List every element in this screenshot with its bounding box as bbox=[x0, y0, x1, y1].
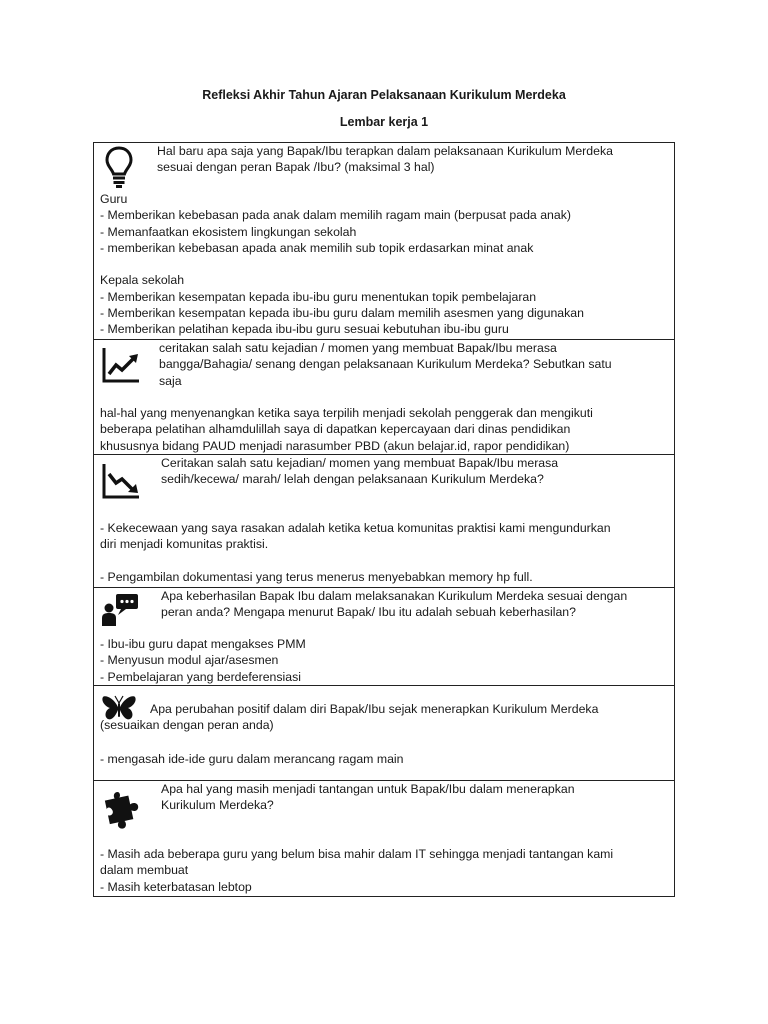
section-new-practices bbox=[94, 143, 674, 340]
lightbulb-icon bbox=[104, 145, 134, 189]
question-text: Apa hal yang masih menjadi tantangan untuk Bapak/Ibu dalam menerapkan Kurikulum Merdeka? bbox=[161, 782, 575, 813]
answer-text: - Ibu-ibu guru dapat mengakses PMM - Menyusun modul ajar/asesmen - Pembelajaran yang berdeferensiasi bbox=[100, 637, 306, 684]
presenter-speech-icon bbox=[101, 593, 141, 627]
section-positive-change bbox=[94, 686, 674, 781]
page-title: Refleksi Akhir Tahun Ajaran Pelaksanaan Kurikulum Merdeka bbox=[202, 88, 566, 102]
answer-text: Guru - Memberikan kebebasan pada anak dalam memilih ragam main (berpusat pada anak) - Memanfaatkan ekosistem lingkungan sekolah - memberikan kebebasan apada anak memilih sub topik erdasarkan minat anak Kepala sekolah - Memberikan kesempatan kepada ibu-ibu guru menentukan topik pembelajaran - Memberikan kesempatan kepada ibu-ibu guru dalam memilih asesmen yang digunakan - Memberikan pelatihan kepada ibu-ibu guru sesuai kebutuhan ibu-ibu guru bbox=[100, 192, 584, 337]
reflection-table bbox=[93, 142, 675, 897]
puzzle-piece-icon bbox=[101, 787, 145, 831]
question-text: Ceritakan salah satu kejadian/ momen yang membuat Bapak/Ibu merasa sedih/kecewa/ marah/ lelah dengan pelaksanaan Kurikulum Merdeka? bbox=[161, 456, 559, 487]
worksheet-label: Lembar kerja 1 bbox=[339, 115, 429, 129]
question-text: Apa keberhasilan Bapak Ibu dalam melaksanakan Kurikulum Merdeka sesuai dengan peran anda? Mengapa menurut Bapak/ Ibu itu adalah sebuah keberhasilan? bbox=[161, 589, 628, 620]
question-text: Hal baru apa saja yang Bapak/Ibu terapkan dalam pelaksanaan Kurikulum Merdeka sesuai dengan peran Bapak /Ibu? (maksimal 3 hal) bbox=[157, 144, 613, 175]
answer-text: - Masih ada beberapa guru yang belum bisa mahir dalam IT sehingga menjadi tantangan kami dalam membuat - Masih keterbatasan lebtop bbox=[100, 847, 614, 894]
answer-text: hal-hal yang menyenangkan ketika saya terpilih menjadi sekolah penggerak dan mengikuti beberapa pelatihan alhamdulillah saya di dapatkan kepercayaan dari dinas pendidikan khususnya bidang PAUD menjadi narasumber PBD (akun belajar.id, rapor pendidikan) bbox=[100, 406, 593, 453]
section-proud-moment bbox=[94, 340, 674, 455]
trend-down-icon bbox=[101, 462, 141, 500]
question-text: ceritakan salah satu kejadian / momen yang membuat Bapak/Ibu merasa bangga/Bahagia/ senang dengan pelaksanaan Kurikulum Merdeka? Sebutkan satu saja bbox=[159, 341, 612, 388]
section-challenges bbox=[94, 781, 674, 896]
trend-up-icon bbox=[101, 346, 141, 384]
section-sad-moment bbox=[94, 455, 674, 588]
answer-text: - mengasah ide-ide guru dalam merancang ragam main bbox=[100, 752, 404, 766]
question-text-continued: (sesuaikan dengan peran anda) bbox=[100, 718, 274, 732]
section-success bbox=[94, 588, 674, 686]
answer-text: - Kekecewaan yang saya rasakan adalah ketika ketua komunitas praktisi kami mengundurkan diri menjadi komunitas praktisi. - Pengambilan dokumentasi yang terus menerus menyebabkan memory hp full. bbox=[100, 521, 611, 584]
question-text: Apa perubahan positif dalam diri Bapak/Ibu sejak menerapkan Kurikulum Merdeka bbox=[150, 702, 599, 716]
